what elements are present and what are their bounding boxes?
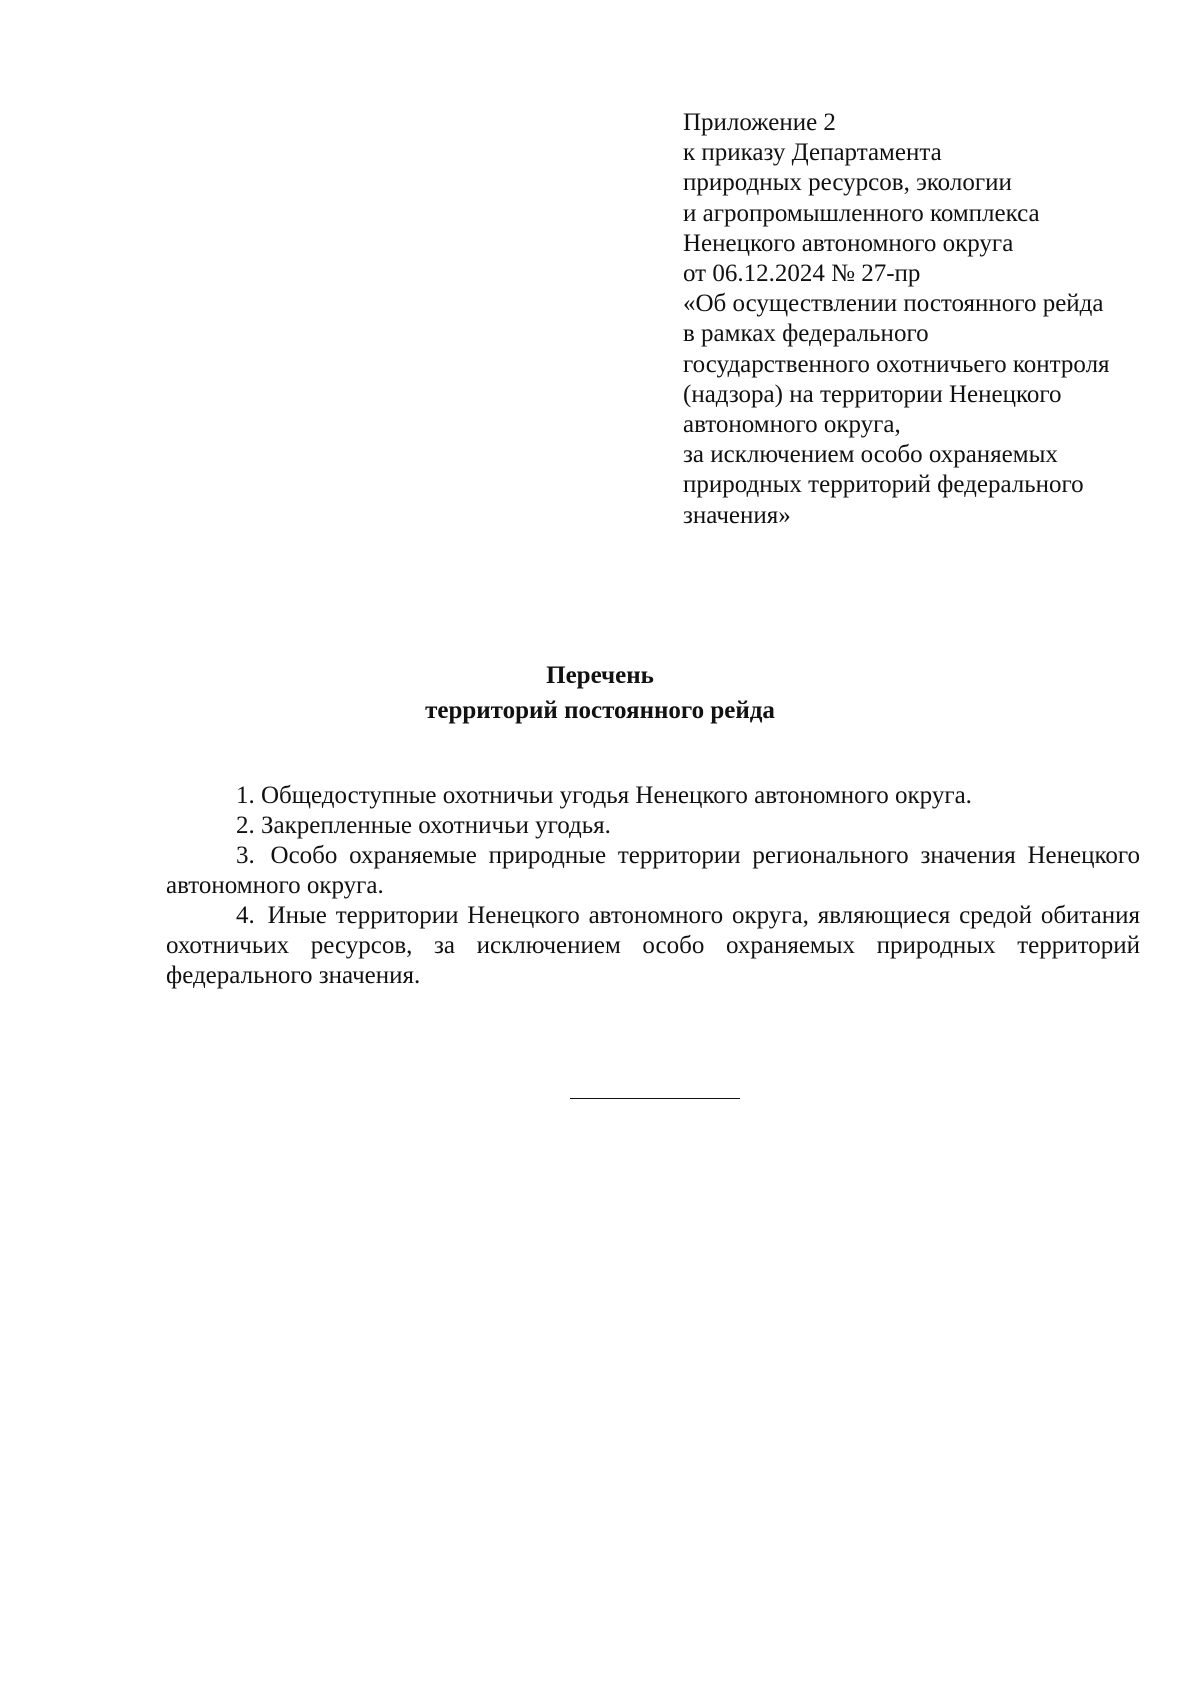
- end-divider: [570, 1098, 740, 1099]
- document-title: [0, 658, 1200, 728]
- appendix-line: «Об осуществлении постоянного рейда: [683, 290, 1104, 318]
- list-item-number: 4.: [236, 902, 255, 929]
- appendix-line: автономного округа,: [683, 411, 901, 439]
- title-line-2: территорий постоянного рейда: [425, 697, 775, 724]
- list-item-text: Общедоступные охотничьи угодья Ненецкого автономного округа.: [261, 782, 972, 809]
- list-item-text: Закрепленные охотничьи угодья.: [261, 812, 611, 839]
- list-item-text: Иные территории Ненецкого автономного округа, являющиеся средой обитания охотничьих ресурсов, за исключением особо охраняемых природных территорий федерального значения.: [166, 902, 1141, 989]
- appendix-line: природных ресурсов, экологии: [683, 169, 1012, 197]
- appendix-line: к приказу Департамента: [683, 139, 942, 167]
- appendix-line: от 06.12.2024 № 27-пр: [683, 260, 921, 288]
- appendix-line: в рамках федерального: [683, 320, 929, 348]
- appendix-line: и агропромышленного комплекса: [683, 199, 1040, 227]
- list-item: [166, 901, 1140, 991]
- list-item-number: 1.: [236, 782, 255, 809]
- list-item: [166, 781, 1140, 811]
- appendix-line: государственного охотничьего контроля: [683, 350, 1110, 378]
- title-line-1: Перечень: [546, 662, 654, 689]
- list-item: [166, 841, 1140, 901]
- territory-list: [166, 781, 1140, 991]
- appendix-line: (надзора) на территории Ненецкого: [683, 380, 1062, 408]
- list-item: [166, 811, 1140, 841]
- appendix-line: за исключением особо охраняемых: [683, 441, 1058, 469]
- list-item-number: 2.: [236, 812, 255, 839]
- appendix-line: значения»: [683, 501, 791, 529]
- list-item-text: Особо охраняемые природные территории регионального значения Ненецкого автономного округа.: [166, 842, 1140, 899]
- list-item-number: 3.: [236, 842, 255, 869]
- appendix-line: Приложение 2: [683, 109, 836, 136]
- appendix-header: [683, 108, 1163, 531]
- appendix-line: природных территорий федерального: [683, 471, 1084, 499]
- appendix-line: Ненецкого автономного округа: [683, 229, 1014, 257]
